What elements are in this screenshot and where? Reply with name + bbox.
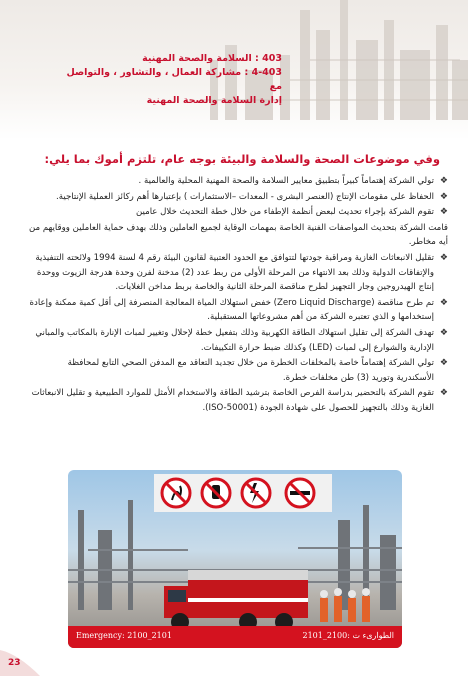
section-title: وفي موضوعات الصحة والسلامة والبيئة بوجه عام، تلتزم أموك بما يلي: <box>44 152 440 166</box>
list-item: ❖ تهدف الشركة إلى تقليل استهلاك الطاقة الكهربية وذلك بتفعيل خطة لإحلال وتغيير لمبات الإنارة بالمكاتب والمباني الإدارية والشوارع إلى لمبات (LED) وكذلك ضبط حرارة التكييفات. <box>35 327 448 353</box>
fire-truck-image <box>164 570 308 631</box>
list-item: ❖ تم طرح مناقصة (Zero Liquid Discharge) خفض استهلاك المياة المعالجة المنصرفة إلى أقل كمية ممكنة وإعادة إستخدامها و الذي تعتبره الشركة من أهم مشروعاتها المستقبلية. <box>29 297 448 323</box>
bullet-arrow-icon: ❖ <box>439 252 448 263</box>
list-item: ❖ تولي الشركة إهتماماً كبيراً بتطبيق معايير السلامة والصحة المهنية المحلية والعالمية . <box>28 174 448 189</box>
bullet-arrow-icon: ❖ <box>439 388 448 399</box>
bullet-arrow-icon: ❖ <box>439 207 448 218</box>
bullet-arrow-icon: ❖ <box>439 297 448 308</box>
list-item: ❖ تقوم الشركة بإجراء تحديث لبعض أنظمة الإطفاء من خلال خطة التحديث خلال عامين <box>28 205 448 220</box>
page-number-badge <box>0 640 40 676</box>
list-item-continuation: قامت الشركة بتحديث المواصفات الفنية الخاصة بمهمات الوقاية لجميع العاملين وذلك بهدف حماية العاملين ووقايهم من أيه مخاطر. <box>28 222 448 248</box>
list-item: ❖ تقليل الانبعاثات الغازية ومراقبة جودتها لتتوافق مع الحدود العتبية لقانون البيئة رقم 4 لسنة 1994 ولائحته التنفيذية والإتفاقات الدولية وذلك بعد الانتهاء من المرحلة الأولى من ربط عدد (2) مدخنة لفرن وحدة هدرجة الزيوت ووحدة إنتاج الهيدروجين وجار التجهيز لطرح مناقصة المرحلة الثانية والخاصة بربط مداخن الغلايات. <box>35 252 448 293</box>
header-line-2: 4-403 : مشاركة العمال ، والتشاور ، والتواصل مع <box>66 67 282 92</box>
list-item: ❖ تقوم الشركة بالتحضير بدراسة الفرص الخاصة بترشيد الطاقة والاستخدام الأمثل للموارد الطبيعية و تقليل الانبعاثات الغازية وذلك بالتجهيز للحصول على شهادة الجودة (ISO-50001). <box>31 388 448 413</box>
fire-truck-photo <box>68 470 402 648</box>
header-line-3: إدارة السلامة والصحة المهنية <box>146 95 282 106</box>
emergency-caption-bar <box>68 626 402 648</box>
bullet-arrow-icon: ❖ <box>439 327 448 338</box>
bullet-arrow-icon: ❖ <box>439 191 448 202</box>
emergency-number-arabic: الطوارىء ت :2100_2101 <box>302 631 394 640</box>
list-item: ❖ الحفاظ على مقومات الإنتاج (العنصر البشرى - المعدات –الاستثمارات ) بإعتبارها أهم ركائز العملية الإنتاجية. <box>28 190 448 205</box>
commitments-list <box>28 174 448 417</box>
bullet-arrow-icon: ❖ <box>439 176 448 186</box>
emergency-number-english: Emergency: 2100_2101 <box>76 631 172 640</box>
refinery-scene-image <box>68 470 402 648</box>
bullet-arrow-icon: ❖ <box>439 358 448 369</box>
header-topic-list <box>62 52 282 108</box>
page-number: 23 <box>8 658 21 668</box>
list-item: ❖ تولي الشركة إهتماماً خاصة بالمخلفات الخطرة من خلال تجديد التعاقد مع المدفن الصحي التابع لمحافظة الأسكندرية وتوريد (3) طن مخلفات خطرة. <box>67 358 448 383</box>
header-line-1: 403 : السلامة والصحة المهنية <box>142 53 282 64</box>
